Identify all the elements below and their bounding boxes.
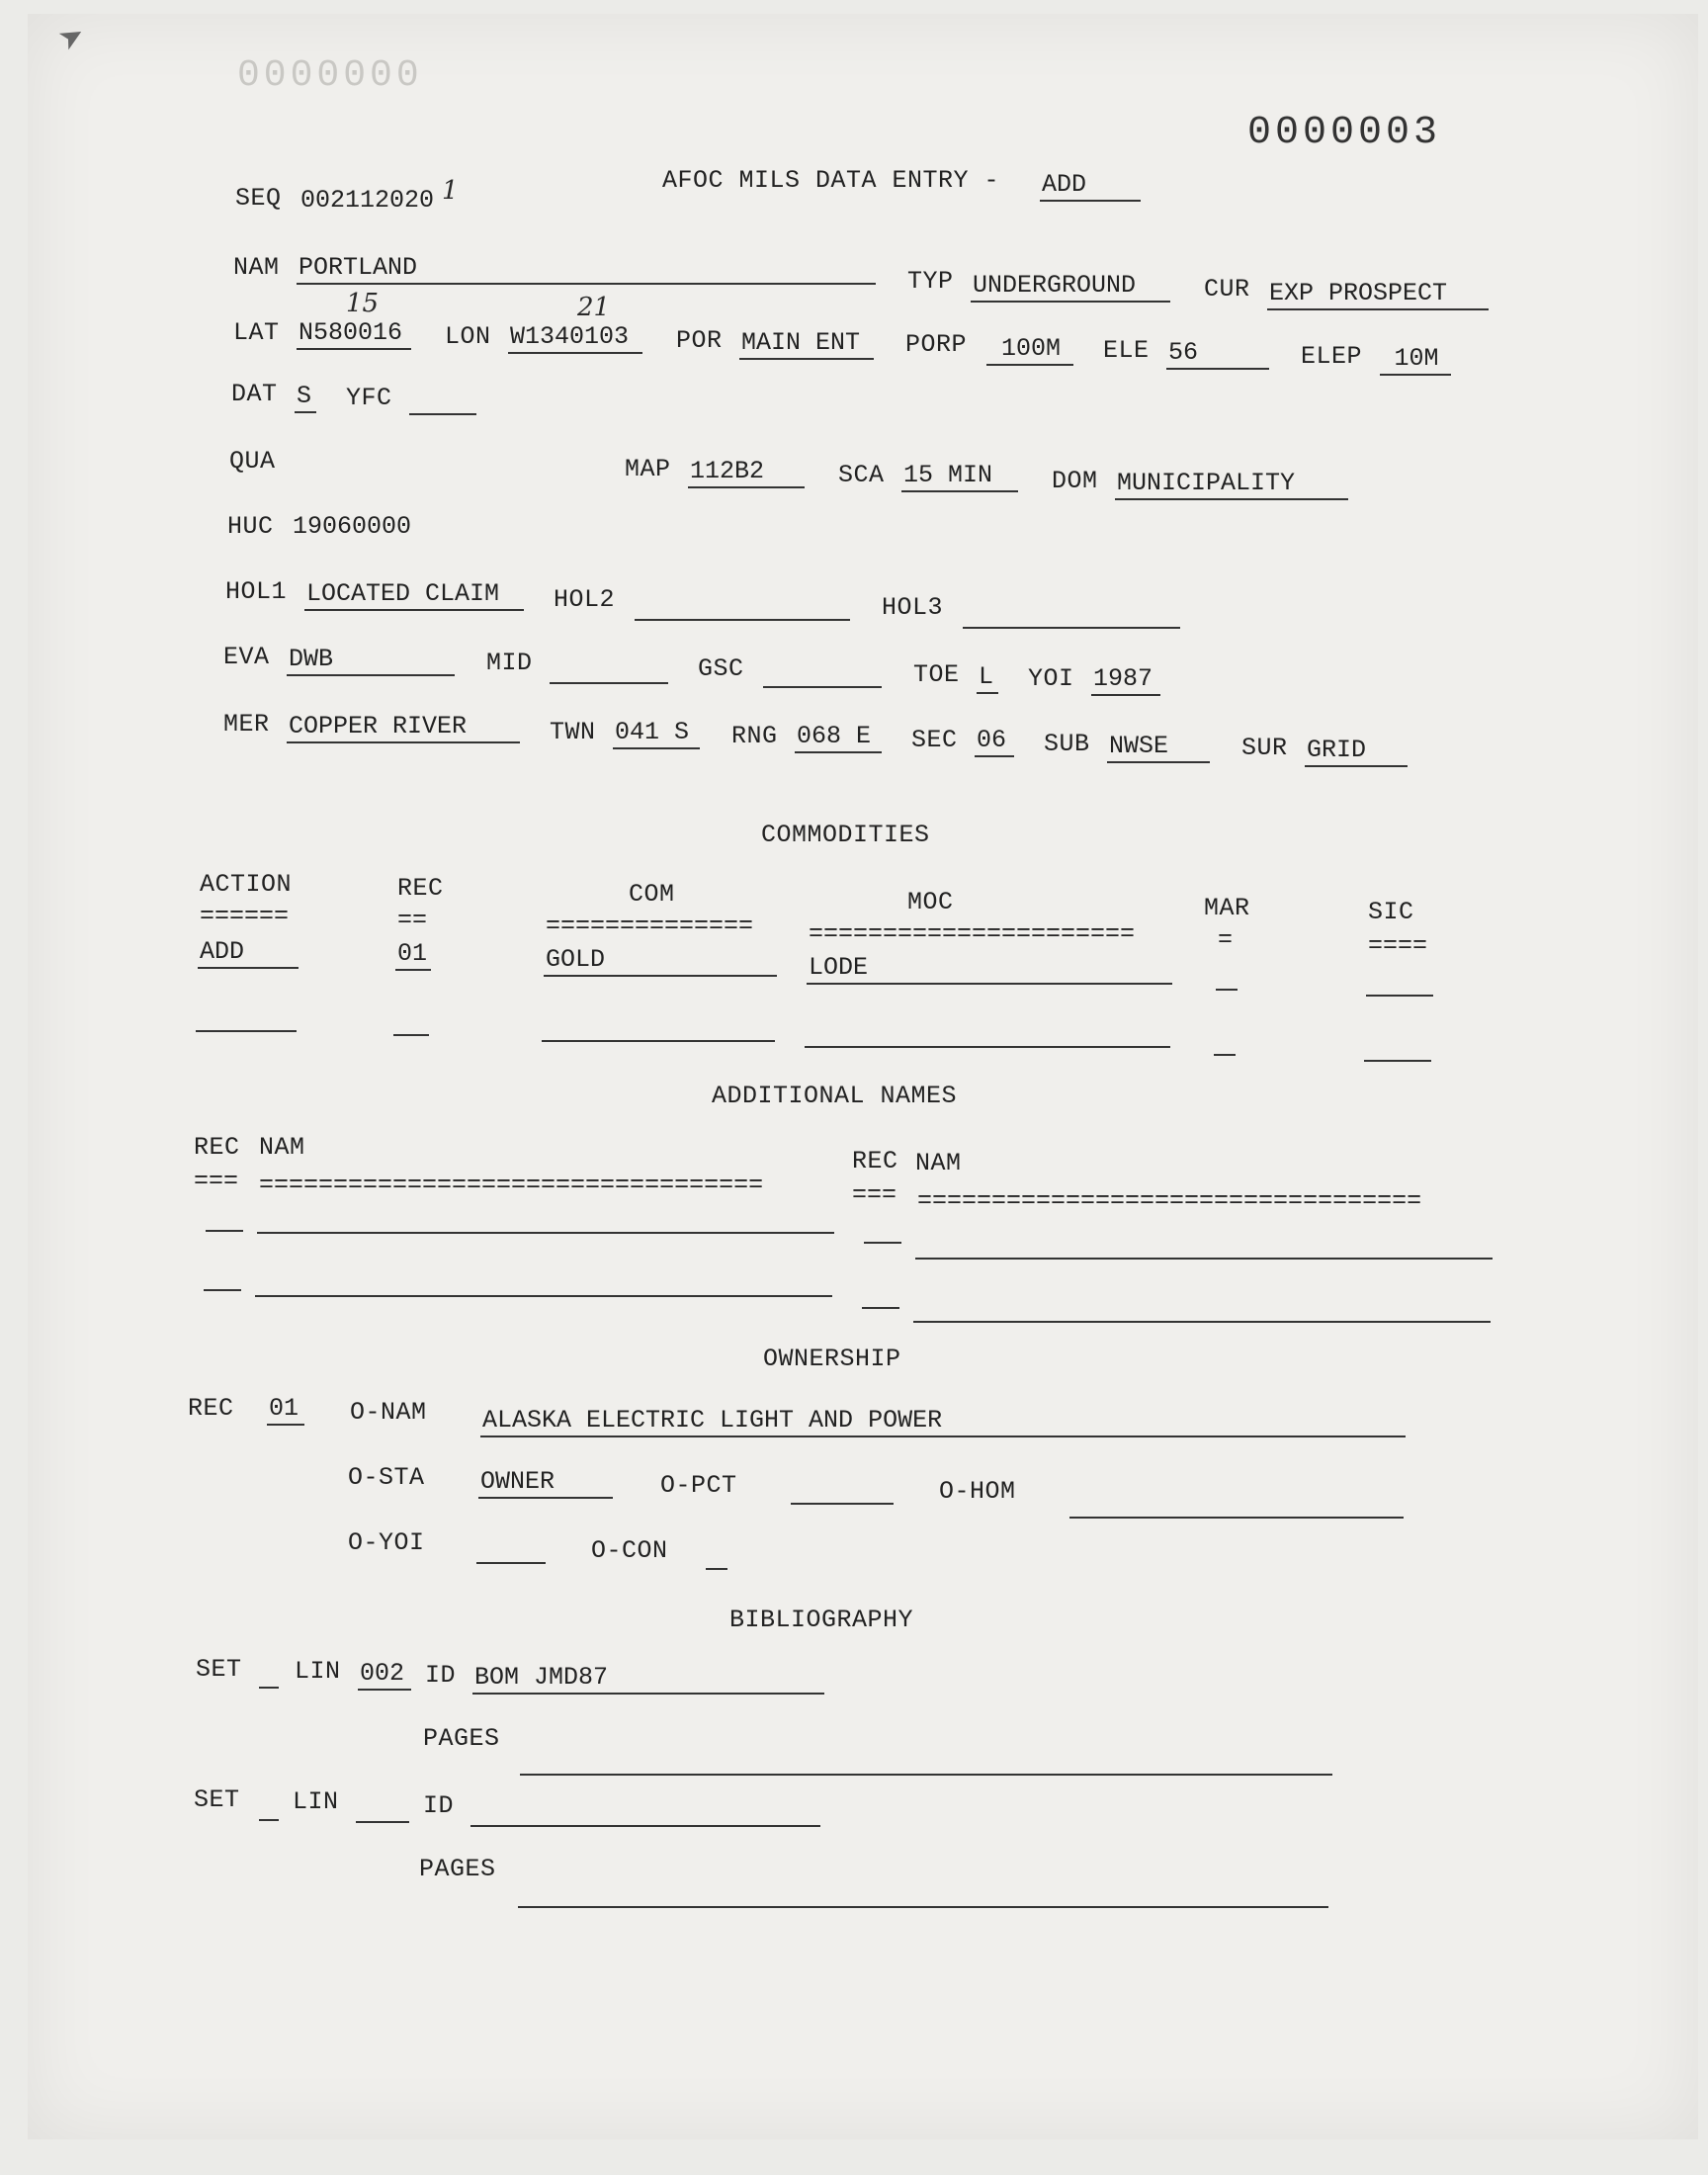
form-title: AFOC MILS DATA ENTRY - <box>662 166 1000 195</box>
o-yoi-label: O-YOI <box>348 1528 425 1557</box>
bib-id-label: ID <box>423 1791 455 1820</box>
commodity-action-field[interactable]: ADD <box>198 937 299 969</box>
mer-label: MER <box>223 710 270 739</box>
addname-rec-field[interactable] <box>204 1289 241 1291</box>
twn-field[interactable]: 041 S <box>613 718 700 749</box>
hol2-field[interactable] <box>635 589 850 621</box>
yfc-label: YFC <box>346 384 392 412</box>
commodity-com-field[interactable]: GOLD <box>544 945 777 977</box>
commodities-mar-rule: = <box>1218 925 1234 954</box>
bib-id-field[interactable]: BOM JMD87 <box>472 1663 824 1695</box>
dom-label: DOM <box>1052 467 1098 495</box>
seq-handwritten-correction: 1 <box>442 176 459 206</box>
o-nam-label: O-NAM <box>350 1398 427 1427</box>
bib-set-field[interactable] <box>259 1657 279 1689</box>
elep-label: ELEP <box>1301 342 1363 371</box>
bib-pages-label: PAGES <box>419 1855 496 1883</box>
dat-label: DAT <box>231 380 278 408</box>
commodity-moc-field[interactable] <box>805 1016 1170 1048</box>
mid-field[interactable] <box>550 652 668 684</box>
addname-rec-field[interactable] <box>862 1307 899 1309</box>
gsc-field[interactable] <box>763 656 882 688</box>
o-pct-field[interactable] <box>791 1473 894 1505</box>
commodities-header-rec: REC <box>397 874 444 903</box>
lon-handwritten-correction: 21 <box>577 293 611 322</box>
mer-field[interactable]: COPPER RIVER <box>287 712 520 743</box>
commodity-rec-field[interactable]: 01 <box>395 939 431 971</box>
commodities-sic-rule: ==== <box>1368 931 1428 960</box>
commodity-com-field[interactable] <box>542 1010 775 1042</box>
commodity-mar-field[interactable] <box>1216 959 1238 991</box>
commodity-sic-field[interactable] <box>1366 965 1433 997</box>
bib-set-field[interactable] <box>259 1789 279 1821</box>
commodity-sic-field[interactable] <box>1364 1030 1431 1062</box>
seq-label: SEQ <box>235 184 282 213</box>
commodities-com-rule: ============== <box>546 912 754 940</box>
commodity-rec-field[interactable] <box>393 1004 429 1036</box>
addnames-left-nam-rule: ================================== <box>259 1171 764 1199</box>
sca-label: SCA <box>838 461 885 489</box>
corner-mark: ➤ <box>51 16 92 58</box>
additional-names-title: ADDITIONAL NAMES <box>712 1082 958 1110</box>
huc-label: HUC <box>227 512 274 541</box>
hol1-label: HOL1 <box>225 577 288 606</box>
commodities-title: COMMODITIES <box>761 821 930 849</box>
o-con-field[interactable] <box>706 1538 727 1570</box>
addnames-right-rec-label: REC <box>852 1147 898 1175</box>
commodities-header-sic: SIC <box>1368 898 1414 926</box>
commodities-action-rule: ====== <box>200 902 290 930</box>
bibliography-title: BIBLIOGRAPHY <box>729 1606 914 1634</box>
elep-field[interactable]: 10M <box>1380 344 1451 376</box>
nam-field[interactable]: PORTLAND <box>297 253 876 285</box>
dat-field[interactable]: S <box>295 382 316 413</box>
bib-set-label: SET <box>196 1655 242 1684</box>
sec-field[interactable]: 06 <box>975 726 1014 757</box>
sur-field[interactable]: GRID <box>1305 736 1408 767</box>
ele-label: ELE <box>1103 336 1150 365</box>
lon-label: LON <box>445 322 491 351</box>
ownership-title: OWNERSHIP <box>763 1345 901 1373</box>
commodity-action-field[interactable] <box>196 1000 297 1032</box>
bib-pages-field[interactable] <box>520 1744 1332 1776</box>
yoi-label: YOI <box>1028 664 1074 693</box>
addnames-left-rec-label: REC <box>194 1133 240 1162</box>
toe-field[interactable]: L <box>977 662 998 694</box>
o-hom-label: O-HOM <box>939 1477 1016 1506</box>
yoi-field[interactable]: 1987 <box>1091 664 1160 696</box>
twn-label: TWN <box>550 718 596 746</box>
bib-lin-field[interactable] <box>356 1791 409 1823</box>
bib-pages-label: PAGES <box>423 1724 500 1753</box>
o-pct-label: O-PCT <box>660 1471 737 1500</box>
toe-label: TOE <box>913 660 960 689</box>
map-label: MAP <box>625 455 671 483</box>
eva-field[interactable]: DWB <box>287 645 455 676</box>
form-action[interactable]: ADD <box>1040 170 1141 202</box>
huc-field[interactable]: 19060000 <box>293 512 412 541</box>
rng-field[interactable]: 068 E <box>795 722 882 753</box>
addname-rec-field[interactable] <box>864 1242 901 1244</box>
sec-label: SEC <box>911 726 958 754</box>
o-con-label: O-CON <box>591 1536 668 1565</box>
addnames-left-nam-label: NAM <box>259 1133 305 1162</box>
addname-nam-field[interactable] <box>257 1232 834 1234</box>
addnames-right-nam-label: NAM <box>915 1149 962 1177</box>
lat-label: LAT <box>233 318 280 347</box>
mid-label: MID <box>486 649 533 677</box>
hol2-label: HOL2 <box>554 585 616 614</box>
sub-field[interactable]: NWSE <box>1107 732 1210 763</box>
sur-label: SUR <box>1241 734 1288 762</box>
lat-field[interactable]: N580016 <box>297 318 411 350</box>
addname-nam-field[interactable] <box>913 1321 1491 1323</box>
commodities-header-mar: MAR <box>1204 894 1250 922</box>
porp-label: PORP <box>905 330 968 359</box>
addname-nam-field[interactable] <box>255 1295 832 1297</box>
por-field[interactable]: MAIN ENT <box>739 328 874 360</box>
bib-id-field[interactable] <box>470 1795 820 1827</box>
ownership-rec-label: REC <box>188 1394 234 1423</box>
o-yoi-field[interactable] <box>476 1532 546 1564</box>
hol3-label: HOL3 <box>882 593 944 622</box>
o-sta-field[interactable]: OWNER <box>478 1467 613 1499</box>
map-field[interactable]: 112B2 <box>688 457 805 488</box>
cur-field[interactable]: EXP PROSPECT <box>1267 279 1489 310</box>
seq-field[interactable]: 002112020 <box>300 186 435 215</box>
commodities-header-com: COM <box>629 880 675 909</box>
o-hom-field[interactable] <box>1069 1487 1404 1519</box>
porp-field[interactable]: 100M <box>986 334 1073 366</box>
typ-field[interactable]: UNDERGROUND <box>971 271 1170 303</box>
hol3-field[interactable] <box>963 597 1180 629</box>
lat-handwritten-correction: 15 <box>346 289 380 318</box>
ownership-rec-field[interactable]: 01 <box>267 1394 304 1426</box>
typ-label: TYP <box>907 267 954 296</box>
commodity-mar-field[interactable] <box>1214 1024 1236 1056</box>
eva-label: EVA <box>223 643 270 671</box>
document-number: 0000003 <box>1247 111 1442 155</box>
gsc-label: GSC <box>698 654 744 683</box>
bib-lin-field[interactable]: 002 <box>358 1659 411 1691</box>
nam-label: NAM <box>233 253 280 282</box>
yfc-field[interactable] <box>409 384 476 415</box>
sca-field[interactable]: 15 MIN <box>901 461 1018 492</box>
commodity-moc-field[interactable]: LODE <box>807 953 1172 985</box>
o-sta-label: O-STA <box>348 1463 425 1492</box>
commodities-rec-rule: == <box>397 906 428 934</box>
ele-field[interactable]: 56 <box>1166 338 1269 370</box>
addnames-right-rec-rule: === <box>852 1180 897 1209</box>
commodities-header-moc: MOC <box>907 888 954 916</box>
sub-label: SUB <box>1044 730 1090 758</box>
hol1-field[interactable]: LOCATED CLAIM <box>304 579 524 611</box>
addnames-right-nam-rule: ================================== <box>917 1186 1422 1215</box>
rng-label: RNG <box>731 722 778 750</box>
addname-nam-field[interactable] <box>915 1258 1493 1260</box>
cur-label: CUR <box>1204 275 1250 304</box>
bib-id-label: ID <box>425 1661 457 1690</box>
bib-lin-label: LIN <box>295 1657 341 1686</box>
lon-field[interactable]: W1340103 <box>508 322 642 354</box>
bib-pages-field[interactable] <box>518 1876 1328 1908</box>
o-nam-field[interactable]: ALASKA ELECTRIC LIGHT AND POWER <box>480 1406 1406 1437</box>
bib-lin-label: LIN <box>293 1787 339 1816</box>
qua-label: QUA <box>229 447 276 476</box>
dom-field[interactable]: MUNICIPALITY <box>1115 469 1348 500</box>
commodities-moc-rule: ====================== <box>809 919 1136 948</box>
bib-set-label: SET <box>194 1785 240 1814</box>
commodities-header-action: ACTION <box>200 870 293 899</box>
addname-rec-field[interactable] <box>206 1230 243 1232</box>
ghost-doc-number: 0000000 <box>237 54 423 97</box>
addnames-left-rec-rule: === <box>194 1167 239 1195</box>
por-label: POR <box>676 326 723 355</box>
